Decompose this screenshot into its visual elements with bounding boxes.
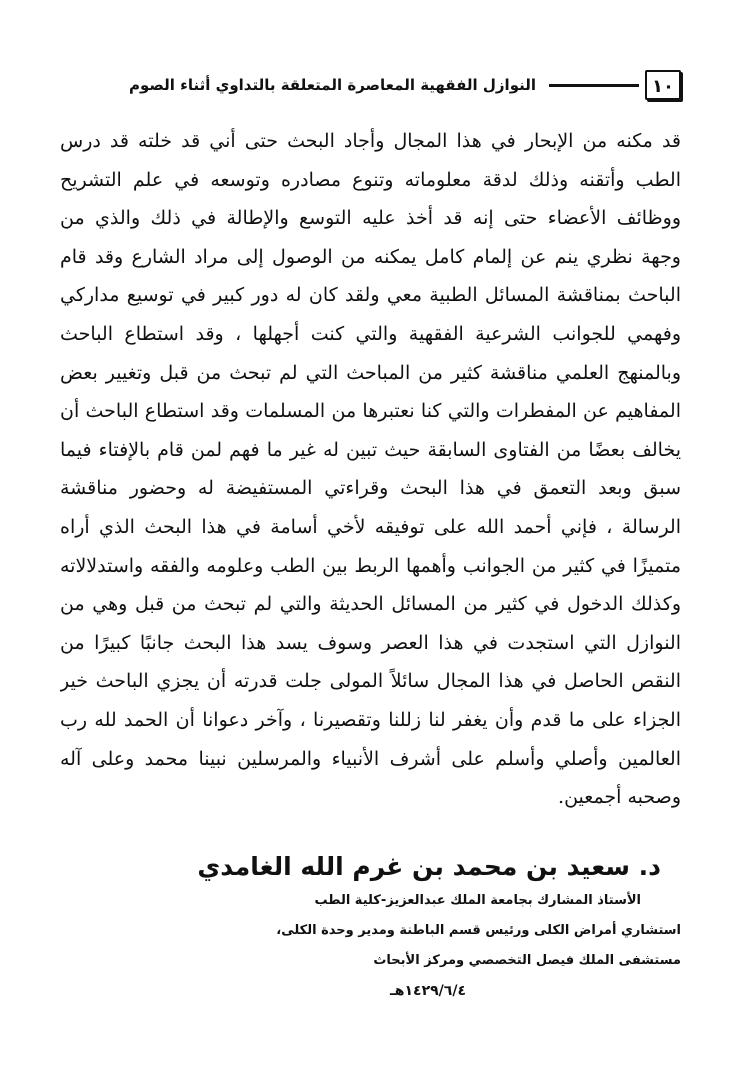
body-text — [60, 122, 681, 817]
text-line: ووظائف الأعضاء حتى إنه قد أخذ عليه التوسع والإطالة في ذلك والذي من — [60, 207, 681, 230]
signature-date: ١٤٢٩/٦/٤هـ — [390, 983, 466, 999]
text-line: المفاهيم عن المفطرات والتي كنا نعتبرها من المسلمات وقد استطاع الباحث أن — [60, 400, 681, 423]
text-line: وبالمنهج العلمي مناقشة كثير من المباحث التي لم تبحث من قبل وتغيير بعض — [60, 361, 681, 384]
text-line: الرسالة ، فإني أحمد الله على توفيقه لأخي أسامة في هذا البحث الذي أراه — [60, 515, 681, 538]
text-line: يخالف بعضًا من الفتاوى السابقة حيث تبين له غير ما فهم لمن قام بالإفتاء فيما — [60, 438, 681, 461]
text-line: وجهة نظري ينم عن إلمام كامل يمكنه من الوصول إلى مراد الشارع وقد قام — [60, 245, 681, 268]
signatory-title: الأستاذ المشارك بجامعة الملك عبدالعزيز-كلية الطب — [314, 893, 641, 908]
text-line: النوازل التي استجدت في هذا العصر وسوف يسد هذا البحث جانبًا كبيرًا من — [60, 631, 681, 654]
text-line: الطب وأتقنه وذلك لدقة معلوماته وتنوع مصادره وتوسعه في علم التشريح — [60, 168, 681, 191]
page-header — [60, 70, 681, 106]
text-line: العالمين وأصلي وأسلم على أشرف الأنبياء والمرسلين نبينا محمد وعلى آله — [60, 747, 681, 770]
text-line: قد مكنه من الإبحار في هذا المجال وأجاد البحث حتى أني قد خلته قد درس — [60, 130, 681, 152]
header-rule — [549, 84, 639, 87]
running-title: النوازل الفقهية المعاصرة المتعلقة بالتداوي أثناء الصوم — [128, 76, 536, 94]
text-line: النقص الحاصل في هذا المجال سائلاً المولى جلت قدرته أن يجزي الباحث خير — [60, 670, 681, 693]
text-line: وصحبه أجمعين. — [558, 786, 681, 809]
signatory-hospital: مستشفى الملك فيصل التخصصي ومركز الأبحاث — [373, 953, 681, 968]
signatory-position: استشاري أمراض الكلى ورئيس قسم الباطنة ومدير وحدة الكلى، — [276, 923, 681, 938]
text-line: وفهمي للجوانب الشرعية الفقهية والتي كنت أجهلها ، وقد استطاع الباحث — [60, 322, 681, 345]
text-line: الباحث بمناقشة المسائل الطبية معي ولقد كان له دور كبير في توسيع مداركي — [60, 284, 681, 307]
text-line: الجزاء على ما قدم وأن يغفر لنا زللنا وتقصيرنا ، وآخر دعوانا أن الحمد لله رب — [60, 708, 681, 731]
text-line: سبق وبعد التعمق في هذا البحث وقراءتي المستفيضة له وحضور مناقشة — [60, 477, 681, 500]
text-line: وكذلك الدخول في كثير من المسائل الحديثة والتي لم تبحث من قبل وهي من — [60, 593, 681, 616]
page-number: ١٠ — [645, 70, 681, 100]
text-line: متميزًا في كثير من الجوانب وأهمها الربط بين الطب وعلومه والفقه واستدلالاته — [60, 554, 681, 577]
signature-block — [141, 848, 681, 1006]
signatory-name: د. سعيد بن محمد بن غرم الله الغامدي — [197, 852, 661, 881]
